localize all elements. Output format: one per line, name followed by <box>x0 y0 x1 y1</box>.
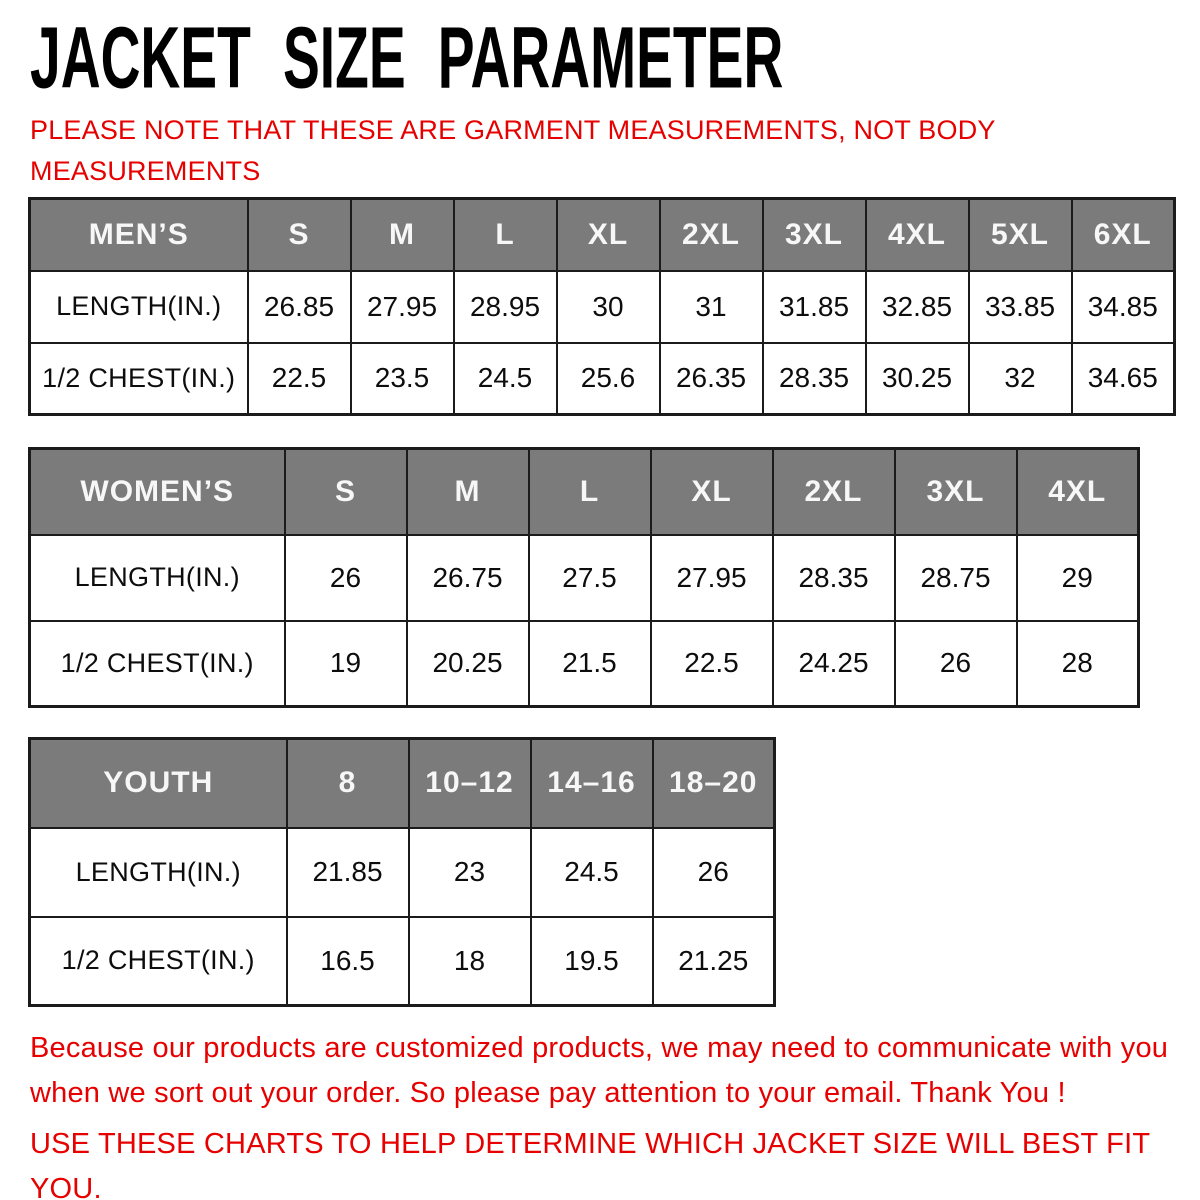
womens-header-row <box>30 449 1139 535</box>
garment-measurement-note <box>30 110 996 192</box>
mens-chest-2xl: 26.35 <box>660 343 763 415</box>
womens-size-header-s: S <box>285 449 407 535</box>
womens-size-header-2xl: 2XL <box>773 449 895 535</box>
chart-usage-note: USE THESE CHARTS TO HELP DETERMINE WHICH JACKET SIZE WILL BEST FIT YOU. <box>30 1128 1150 1200</box>
mens-length-xl: 30 <box>557 271 660 343</box>
youth-size-header-14-16: 14–16 <box>531 739 653 828</box>
mens-length-l: 28.95 <box>454 271 557 343</box>
womens-length-m: 26.75 <box>407 535 529 621</box>
mens-length-m: 27.95 <box>351 271 454 343</box>
womens-length-label: LENGTH(IN.) <box>30 535 285 621</box>
womens-length-4xl: 29 <box>1017 535 1139 621</box>
mens-chest-5xl: 32 <box>969 343 1072 415</box>
womens-size-header-3xl: 3XL <box>895 449 1017 535</box>
youth-header-row <box>30 739 775 828</box>
mens-size-header-4xl: 4XL <box>866 199 969 271</box>
womens-size-table <box>28 447 1140 708</box>
youth-size-header-10-12: 10–12 <box>409 739 531 828</box>
womens-chest-row <box>30 621 1139 707</box>
mens-size-header-2xl: 2XL <box>660 199 763 271</box>
note-line-1: PLEASE NOTE THAT THESE ARE GARMENT MEASUREMENTS, NOT BODY <box>30 115 996 145</box>
mens-table-title: MEN’S <box>30 199 248 271</box>
womens-length-s: 26 <box>285 535 407 621</box>
mens-chest-label: 1/2 CHEST(IN.) <box>30 343 248 415</box>
page-title: JACKET SIZE PARAMETER <box>30 9 784 107</box>
womens-table-title: WOMEN’S <box>30 449 285 535</box>
youth-chest-8: 16.5 <box>287 917 409 1006</box>
mens-size-header-3xl: 3XL <box>763 199 866 271</box>
youth-chest-label: 1/2 CHEST(IN.) <box>30 917 287 1006</box>
mens-size-header-6xl: 6XL <box>1072 199 1175 271</box>
customization-notice-line-1: Because our products are customized products, we may need to communicate with you <box>30 1032 1169 1064</box>
mens-size-header-5xl: 5XL <box>969 199 1072 271</box>
youth-chest-18-20: 21.25 <box>653 917 775 1006</box>
mens-length-3xl: 31.85 <box>763 271 866 343</box>
customization-notice <box>30 1026 1168 1116</box>
mens-chest-l: 24.5 <box>454 343 557 415</box>
womens-length-2xl: 28.35 <box>773 535 895 621</box>
mens-chest-3xl: 28.35 <box>763 343 866 415</box>
youth-table-title: YOUTH <box>30 739 287 828</box>
mens-chest-xl: 25.6 <box>557 343 660 415</box>
womens-chest-l: 21.5 <box>529 621 651 707</box>
customization-notice-line-2: when we sort out your order. So please pay attention to your email. Thank You ! <box>30 1077 1066 1109</box>
womens-chest-xl: 22.5 <box>651 621 773 707</box>
womens-chest-3xl: 26 <box>895 621 1017 707</box>
youth-length-label: LENGTH(IN.) <box>30 828 287 917</box>
mens-size-header-xl: XL <box>557 199 660 271</box>
note-line-2: MEASUREMENTS <box>30 156 261 186</box>
mens-chest-m: 23.5 <box>351 343 454 415</box>
mens-length-4xl: 32.85 <box>866 271 969 343</box>
mens-chest-s: 22.5 <box>248 343 351 415</box>
youth-size-table <box>28 737 776 1007</box>
youth-chest-row <box>30 917 775 1006</box>
mens-chest-row <box>30 343 1175 415</box>
youth-length-row <box>30 828 775 917</box>
womens-chest-2xl: 24.25 <box>773 621 895 707</box>
youth-size-header-8: 8 <box>287 739 409 828</box>
womens-length-row <box>30 535 1139 621</box>
mens-size-header-m: M <box>351 199 454 271</box>
womens-length-3xl: 28.75 <box>895 535 1017 621</box>
mens-header-row <box>30 199 1175 271</box>
youth-length-8: 21.85 <box>287 828 409 917</box>
womens-size-header-m: M <box>407 449 529 535</box>
mens-chest-4xl: 30.25 <box>866 343 969 415</box>
womens-chest-label: 1/2 CHEST(IN.) <box>30 621 285 707</box>
youth-chest-14-16: 19.5 <box>531 917 653 1006</box>
womens-length-xl: 27.95 <box>651 535 773 621</box>
mens-length-5xl: 33.85 <box>969 271 1072 343</box>
womens-size-header-xl: XL <box>651 449 773 535</box>
womens-size-header-4xl: 4XL <box>1017 449 1139 535</box>
mens-length-6xl: 34.85 <box>1072 271 1175 343</box>
womens-chest-s: 19 <box>285 621 407 707</box>
youth-size-header-18-20: 18–20 <box>653 739 775 828</box>
womens-size-header-l: L <box>529 449 651 535</box>
mens-length-2xl: 31 <box>660 271 763 343</box>
mens-size-header-s: S <box>248 199 351 271</box>
youth-length-10-12: 23 <box>409 828 531 917</box>
youth-length-14-16: 24.5 <box>531 828 653 917</box>
youth-length-18-20: 26 <box>653 828 775 917</box>
mens-length-s: 26.85 <box>248 271 351 343</box>
mens-length-label: LENGTH(IN.) <box>30 271 248 343</box>
mens-length-row <box>30 271 1175 343</box>
womens-length-l: 27.5 <box>529 535 651 621</box>
mens-size-header-l: L <box>454 199 557 271</box>
mens-chest-6xl: 34.65 <box>1072 343 1175 415</box>
youth-chest-10-12: 18 <box>409 917 531 1006</box>
mens-size-table <box>28 197 1176 416</box>
womens-chest-m: 20.25 <box>407 621 529 707</box>
womens-chest-4xl: 28 <box>1017 621 1139 707</box>
